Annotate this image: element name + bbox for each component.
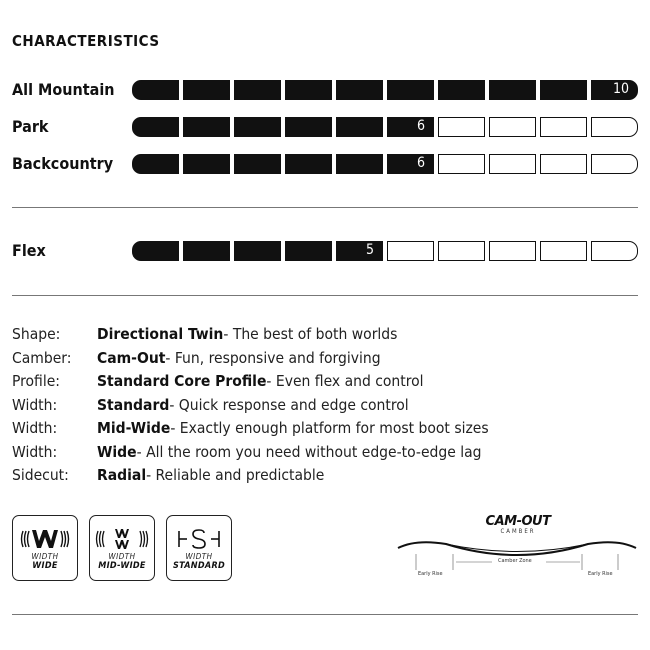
divider (12, 207, 638, 208)
badge-main-label: STANDARD (172, 561, 226, 571)
rating-segment (285, 117, 332, 137)
spec-desc: - Even flex and control (266, 372, 424, 390)
spec-desc: - Exactly enough platform for most boot sizes (170, 419, 489, 437)
rating-segment (387, 241, 434, 261)
spec-camber (12, 347, 642, 371)
rating-bar (132, 117, 638, 137)
spec-profile (12, 370, 642, 394)
rating-bar (132, 154, 638, 174)
rating-segment: 6 (387, 117, 434, 137)
badge-width-mid-wide (89, 515, 155, 581)
rating-label: Park (12, 117, 49, 136)
rating-label: All Mountain (12, 80, 115, 99)
cam-out-logo: CAM-OUT (485, 514, 551, 529)
rating-row-all-mountain (12, 80, 642, 102)
width-standard-icon (167, 526, 231, 552)
spec-key: Sidecut: (12, 466, 69, 484)
rating-segment (285, 241, 332, 261)
spec-desc: - The best of both worlds (223, 325, 398, 343)
rating-segment (234, 117, 281, 137)
spec-key: Shape: (12, 325, 61, 343)
rating-row-backcountry (12, 154, 642, 176)
rating-label: Backcountry (12, 154, 114, 173)
rating-segment (540, 154, 587, 174)
rating-segment: 5 (336, 241, 383, 261)
rating-segment (234, 154, 281, 174)
rating-segment (336, 154, 383, 174)
badge-width-wide (12, 515, 78, 581)
rating-segment (540, 117, 587, 137)
rating-segment (438, 154, 485, 174)
rating-segment (183, 80, 230, 100)
spec-key: Width: (12, 442, 58, 461)
spec-sidecut (12, 464, 642, 488)
rating-segment: 10 (591, 80, 638, 100)
rating-segment (336, 117, 383, 137)
rating-label: Flex (12, 241, 46, 260)
spec-name: Radial (97, 466, 147, 484)
badge-width-standard (166, 515, 232, 581)
spec-name: Mid-Wide (97, 419, 171, 437)
camber-zone-label: Camber Zone (498, 558, 532, 564)
rating-segment (489, 80, 536, 100)
rating-segment (540, 80, 587, 100)
rating-segment (438, 117, 485, 137)
rating-bar (132, 80, 638, 100)
spec-width-mid-wide (12, 417, 642, 441)
width-mid-wide-icon (90, 526, 154, 552)
rating-segment (183, 117, 230, 137)
rating-segment (285, 154, 332, 174)
cam-out-logo-sub: CAMBER (500, 528, 536, 535)
badge-sub-label: WIDTH (185, 552, 213, 561)
spec-key: Profile: (12, 372, 60, 390)
badge-main-label: WIDE (32, 561, 58, 571)
divider (12, 614, 638, 615)
spec-desc: - Reliable and predictable (146, 466, 325, 484)
section-title: CHARACTERISTICS (12, 32, 160, 50)
spec-width-wide (12, 441, 642, 465)
spec-list (12, 323, 642, 488)
spec-name: Wide (97, 442, 137, 461)
rating-segment (591, 117, 638, 137)
spec-shape (12, 323, 642, 347)
spec-name: Cam-Out (97, 348, 166, 367)
spec-desc: - All the room you need without edge-to-edge lag (136, 442, 482, 461)
rating-segment (591, 154, 638, 174)
early-rise-left-label: Early Rise (418, 571, 443, 577)
rating-segment (234, 80, 281, 100)
spec-key: Camber: (12, 348, 72, 367)
rating-segment (234, 241, 281, 261)
camber-diagram (396, 514, 638, 584)
rating-segment (489, 117, 536, 137)
spec-key: Width: (12, 395, 58, 414)
rating-row-flex (12, 241, 642, 263)
spec-name: Directional Twin (97, 325, 224, 343)
rating-segment (540, 241, 587, 261)
rating-segment (387, 80, 434, 100)
rating-segment (183, 154, 230, 174)
rating-segment (438, 80, 485, 100)
rating-segment (132, 154, 179, 174)
divider (12, 295, 638, 296)
spec-name: Standard Core Profile (97, 372, 267, 390)
spec-width-standard (12, 394, 642, 418)
rating-segment (132, 241, 179, 261)
rating-segment: 6 (387, 154, 434, 174)
spec-desc: - Fun, responsive and forgiving (165, 348, 381, 367)
rating-segment (591, 241, 638, 261)
rating-segment (285, 80, 332, 100)
rating-segment (132, 80, 179, 100)
spec-key: Width: (12, 419, 58, 437)
rating-segment (132, 117, 179, 137)
rating-segment (183, 241, 230, 261)
rating-segment (438, 241, 485, 261)
badge-sub-label: WIDTH (108, 552, 136, 561)
rating-segment (489, 241, 536, 261)
rating-segment (336, 80, 383, 100)
rating-row-park (12, 117, 642, 139)
badge-sub-label: WIDTH (31, 552, 59, 561)
spec-name: Standard (97, 395, 170, 414)
width-wide-icon (13, 526, 77, 552)
rating-segment (489, 154, 536, 174)
rating-bar (132, 241, 638, 261)
spec-desc: - Quick response and edge control (169, 395, 409, 414)
early-rise-right-label: Early Rise (588, 571, 613, 577)
badge-main-label: MID-WIDE (98, 561, 146, 571)
